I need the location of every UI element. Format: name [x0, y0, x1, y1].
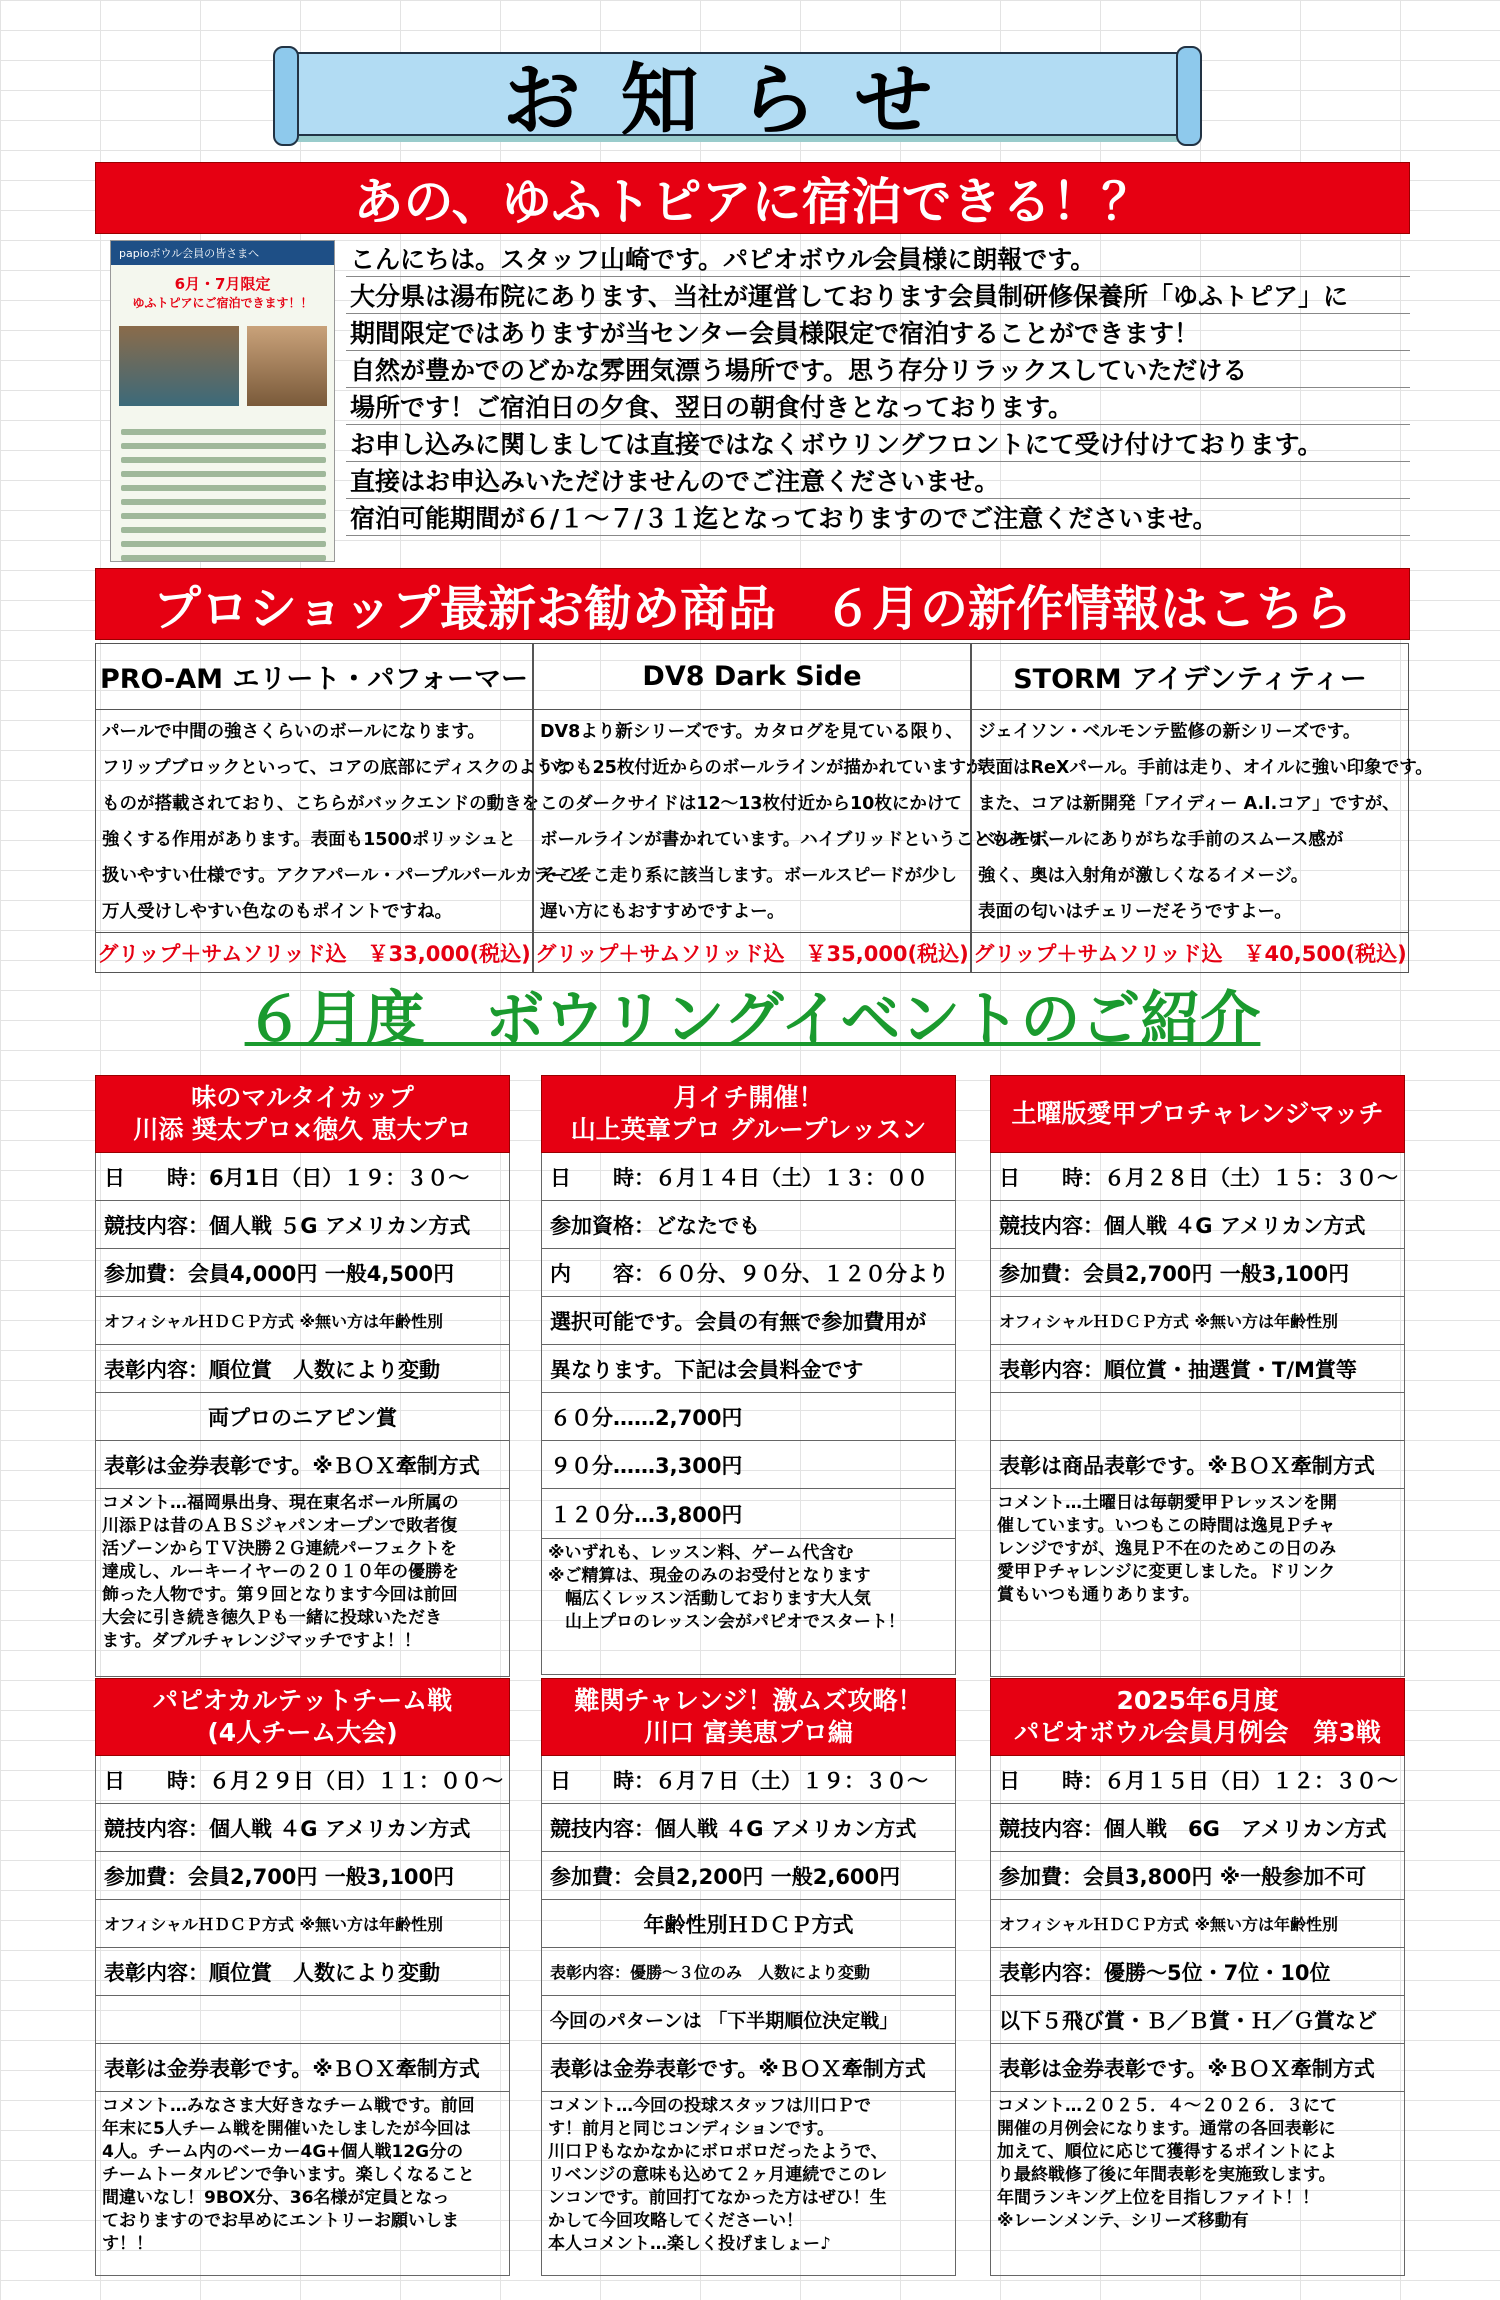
- product-desc-line: そこそこ走り系に該当します。ボールスピードが少し: [540, 865, 958, 886]
- product-name: STORM アイデンティティー: [972, 644, 1408, 710]
- notice-line: 大分県は湯布院にあります、当社が運営しております会員制研修保養所「ゆふトピア」に: [346, 277, 1410, 314]
- event-detail-row: 異なります。下記は会員料金です: [541, 1345, 956, 1393]
- event-card: [95, 1075, 510, 1677]
- product-desc-line: ボールラインが書かれています。ハイブリッドということもあり、: [540, 829, 1061, 850]
- product-desc-line: ジェイソン・ベルモンテ監修の新シリーズです。: [978, 721, 1361, 742]
- product-card: [95, 643, 586, 973]
- event-detail-row: 表彰は金券表彰です。※ＢＯＸ牽制方式: [95, 2044, 510, 2092]
- notice-line: 自然が豊かでのどかな雰囲気漂う場所です。思う存分リラックスしていただける: [346, 351, 1410, 388]
- event-detail-row: 両プロのニアピン賞: [95, 1393, 510, 1441]
- event-detail-row: オフィシャルＨＤＣＰ方式 ※無い方は年齢性別: [990, 1900, 1405, 1948]
- flyer-text-block: [121, 421, 326, 569]
- event-detail-row: 年齢性別ＨＤＣＰ方式: [541, 1900, 956, 1948]
- product-desc-line: 強くする作用があります。表面も1500ポリッシュと: [102, 829, 516, 850]
- flyer-line1: 6月・7月限定: [174, 275, 271, 293]
- event-detail-row: 今回のパターンは 「下半期順位決定戦」: [541, 1996, 956, 2044]
- flyer-photo: [247, 326, 327, 406]
- event-detail-row: 競技内容：個人戦 ４G アメリカン方式: [990, 1201, 1405, 1249]
- event-title-line1: 味のマルタイカップ: [191, 1083, 414, 1112]
- event-title-line1: 2025年6月度: [1116, 1686, 1279, 1715]
- product-description: [534, 710, 1061, 930]
- event-detail-row: 表彰内容：順位賞・抽選賞・T/M賞等: [990, 1345, 1405, 1393]
- event-detail-row: オフィシャルＨＤＣＰ方式 ※無い方は年齢性別: [95, 1297, 510, 1345]
- event-title: [990, 1678, 1405, 1756]
- event-comment: コメント…みなさま大好きなチーム戦です。前回 年末に5人チーム戦を開催いたしましたが今回は 4人。チーム内のベーカー4G+個人戦12G分の チームトータルピンで争います。楽しくなること 間違いなし！9BOX分、36名様が定員となっ ておりますのでお早めにエントリーお願いしま す！！: [95, 2092, 510, 2276]
- event-detail-row: ６０分……2,700円: [541, 1393, 956, 1441]
- product-desc-line: ものが搭載されており、こちらがバックエンドの動きを: [102, 793, 540, 814]
- product-desc-line: フリップブロックといって、コアの底部にディスクのような: [102, 757, 571, 778]
- product-desc-line: 扱いやすい仕様です。アクアパール・パープルパールカラーと: [102, 865, 586, 886]
- event-detail-row: 競技内容：個人戦 6G アメリカン方式: [990, 1804, 1405, 1852]
- product-card: [971, 643, 1433, 973]
- event-card: [541, 1678, 956, 2276]
- event-comment: ※いずれも、レッスン料、ゲーム代含む ※ご精算は、現金のみのお受付となります 幅広くレッスン活動しております大人気 山上プロのレッスン会がパピオでスタート！: [541, 1539, 956, 1675]
- event-detail-row: 日 時：６月１４日（土）１３：００: [541, 1153, 956, 1201]
- banner-title: お知らせ: [502, 56, 973, 146]
- product-desc-line: 表面の匂いはチェリーだそうですよー。: [978, 901, 1292, 922]
- event-title: [990, 1075, 1405, 1153]
- event-detail-row: 参加費：会員3,800円 ※一般参加不可: [990, 1852, 1405, 1900]
- product-desc-line: 表面はReXパール。手前は走り、オイルに強い印象です。: [978, 757, 1433, 778]
- event-detail-row: 競技内容：個人戦 ４G アメリカン方式: [95, 1804, 510, 1852]
- product-desc-line: 強く、奥は入射角が激しくなるイメージ。: [978, 865, 1309, 886]
- proshop-headline: プロショップ最新お勧め商品 ６月の新作情報はこちら: [95, 568, 1410, 640]
- product-desc-line: 遅い方にもおすすめですよー。: [540, 901, 785, 922]
- notice-body: [346, 240, 1410, 536]
- event-detail-row: 競技内容：個人戦 ５G アメリカン方式: [95, 1201, 510, 1249]
- product-desc-line: パールで中間の強さくらいのボールになります。: [102, 721, 485, 742]
- event-detail-row: 日 時：６月１５日（日）１２：３０～: [990, 1756, 1405, 1804]
- event-comment: コメント…今回の投球スタッフは川口Ｐで す！前月と同じコンディションです。 川口Ｐもなかなかにボロボロだったようで、 リベンジの意味も込めて２ヶ月連続でこのレ ンコンです。前回打てなかった方はぜひ！生 かして今回攻略してくださーい！ 本人コメント…楽しく投げましょー♪: [541, 2092, 956, 2276]
- notice-line: 宿泊可能期間が６/１～７/３１迄となっておりますのでご注意くださいませ。: [346, 499, 1410, 536]
- event-card: [95, 1678, 510, 2276]
- event-comment: コメント…福岡県出身、現在東名ボール所属の 川添Ｐは昔のＡＢＳジャパンオープンで敗者復 活ゾーンからＴＶ決勝２Ｇ連続パーフェクトを 達成し、ルーキーイヤーの２０１０年の優勝を 飾った人物です。第９回となります今回は前回 大会に引き続き徳久Ｐも一緒に投球いただき ます。ダブルチャレンジマッチですよ！！: [95, 1489, 510, 1677]
- product-desc-line: ベルモボールにありがちな手前のスムース感が: [978, 829, 1344, 850]
- event-detail-row: 選択可能です。会員の有無で参加費用が: [541, 1297, 956, 1345]
- event-detail-row: 表彰は金券表彰です。※ＢＯＸ牽制方式: [541, 2044, 956, 2092]
- product-price: グリップ＋サムソリッド込 ￥40,500(税込): [972, 932, 1408, 972]
- event-detail-row: 表彰内容：順位賞 人数により変動: [95, 1948, 510, 1996]
- product-desc-line: 万人受けしやすい色なのもポイントですね。: [102, 901, 452, 922]
- event-detail-row: オフィシャルＨＤＣＰ方式 ※無い方は年齢性別: [95, 1900, 510, 1948]
- event-detail-row: 参加資格：どなたでも: [541, 1201, 956, 1249]
- event-title-line1: 月イチ開催！: [673, 1083, 824, 1112]
- event-detail-row: 表彰は金券表彰です。※ＢＯＸ牽制方式: [95, 1441, 510, 1489]
- yufutopia-flyer-image: [110, 240, 335, 562]
- notice-line: 期間限定ではありますが当センター会員様限定で宿泊することができます！: [346, 314, 1410, 351]
- event-title-line2: 川口 富美恵プロ編: [644, 1718, 853, 1747]
- event-card: [541, 1075, 956, 1675]
- product-description: [96, 710, 586, 930]
- product-desc-line: また、コアは新開発「アイディー A.I.コア」ですが、: [978, 793, 1400, 814]
- product-desc-line: DV8より新シリーズです。カタログを見ている限り、: [540, 721, 963, 742]
- event-detail-row: 日 時：６月２８日（土）１５：３０～: [990, 1153, 1405, 1201]
- event-detail-row: オフィシャルＨＤＣＰ方式 ※無い方は年齢性別: [990, 1297, 1405, 1345]
- product-desc-line: いつも25枚付近からのボールラインが描かれていますが: [540, 757, 984, 778]
- event-detail-row: 日 時：６月７日（土）１９：３０～: [541, 1756, 956, 1804]
- product-name: DV8 Dark Side: [534, 644, 970, 710]
- event-comment: コメント…２０２５．４～２０２６．３にて 開催の月例会になります。通常の各回表彰に 加えて、順位に応じて獲得するポイントによ り最終戦修了後に年間表彰を実施致します。 年間ランキング上位を目指しファイト！！ ※レーンメンテ、シリーズ移動有: [990, 2092, 1405, 2276]
- event-title: [541, 1075, 956, 1153]
- product-description: [972, 710, 1433, 930]
- event-detail-row: 表彰内容：順位賞 人数により変動: [95, 1345, 510, 1393]
- event-title-line1: 難関チャレンジ！激ムズ攻略！: [574, 1686, 923, 1715]
- event-title-line2: 川添 奨太プロ×徳久 恵大プロ: [133, 1115, 472, 1144]
- event-detail-row: 表彰は商品表彰です。※ＢＯＸ牽制方式: [990, 1441, 1405, 1489]
- event-title-line2: 山上英章プロ グループレッスン: [570, 1115, 927, 1144]
- product-price: グリップ＋サムソリッド込 ￥35,000(税込): [534, 932, 970, 972]
- event-detail-row: 表彰内容：優勝～３位のみ 人数により変動: [541, 1948, 956, 1996]
- notice-line: こんにちは。スタッフ山崎です。パピオボウル会員様に朗報です。: [346, 240, 1410, 277]
- notice-line: 直接はお申込みいただけませんのでご注意くださいませ。: [346, 462, 1410, 499]
- events-section-title: ６月度 ボウリングイベントのご紹介: [244, 985, 1261, 1055]
- notice-line: 場所です！ご宿泊日の夕食、翌日の朝食付きとなっております。: [346, 388, 1410, 425]
- event-card: [990, 1678, 1405, 2276]
- event-comment: コメント…土曜日は毎朝愛甲Ｐレッスンを開 催しています。いつもこの時間は逸見Ｐチャ レンジですが、逸見Ｐ不在のためこの日のみ 愛甲Ｐチャレンジに変更しました。ドリンク 賞もいつも通りあります。: [990, 1489, 1405, 1677]
- event-title-line2: (4人チーム大会): [207, 1718, 398, 1747]
- event-detail-row: 表彰は金券表彰です。※ＢＯＸ牽制方式: [990, 2044, 1405, 2092]
- notice-line: お申し込みに関しましては直接ではなくボウリングフロントにて受け付けております。: [346, 425, 1410, 462]
- event-detail-row: 表彰内容：優勝～5位・7位・10位: [990, 1948, 1405, 1996]
- event-detail-row: 参加費：会員4,000円 一般4,500円: [95, 1249, 510, 1297]
- event-detail-row: 競技内容：個人戦 ４G アメリカン方式: [541, 1804, 956, 1852]
- event-title-line1: パピオカルテットチーム戦: [152, 1686, 453, 1715]
- notice-banner: [285, 52, 1190, 146]
- product-name: PRO-AM エリート・パフォーマー: [96, 644, 532, 710]
- flyer-header: papioボウル会員の皆さまへ: [111, 241, 334, 265]
- flyer-line2: ゆふトピアにご宿泊できます！！: [132, 296, 313, 310]
- event-title-line1: 土曜版愛甲プロチャレンジマッチ: [1011, 1099, 1384, 1128]
- event-detail-row: 参加費：会員2,700円 一般3,100円: [990, 1249, 1405, 1297]
- product-desc-line: このダークサイドは12～13枚付近から10枚にかけて: [540, 793, 962, 814]
- event-detail-row: １２０分…3,800円: [541, 1489, 956, 1539]
- event-detail-row: 日 時：6月1日（日）１９：３０～: [95, 1153, 510, 1201]
- product-card: [533, 643, 1061, 973]
- event-detail-row: [990, 1393, 1405, 1441]
- event-detail-row: 参加費：会員2,200円 一般2,600円: [541, 1852, 956, 1900]
- event-detail-row: ９０分……3,300円: [541, 1441, 956, 1489]
- event-title-line2: パピオボウル会員月例会 第3戦: [1014, 1718, 1381, 1747]
- flyer-photo: [119, 326, 239, 406]
- event-detail-row: 以下５飛び賞・Ｂ／Ｂ賞・Ｈ／Ｇ賞など: [990, 1996, 1405, 2044]
- event-card: [990, 1075, 1405, 1677]
- notice-headline: あの、ゆふトピアに宿泊できる！？: [95, 162, 1410, 234]
- event-title: [95, 1678, 510, 1756]
- event-title: [95, 1075, 510, 1153]
- event-detail-row: 内 容：６０分、９０分、１２０分より: [541, 1249, 956, 1297]
- product-price: グリップ＋サムソリッド込 ￥33,000(税込): [96, 932, 532, 972]
- event-title: [541, 1678, 956, 1756]
- event-detail-row: 日 時：６月２９日（日）１１：００～: [95, 1756, 510, 1804]
- event-detail-row: 参加費：会員2,700円 一般3,100円: [95, 1852, 510, 1900]
- event-detail-row: [95, 1996, 510, 2044]
